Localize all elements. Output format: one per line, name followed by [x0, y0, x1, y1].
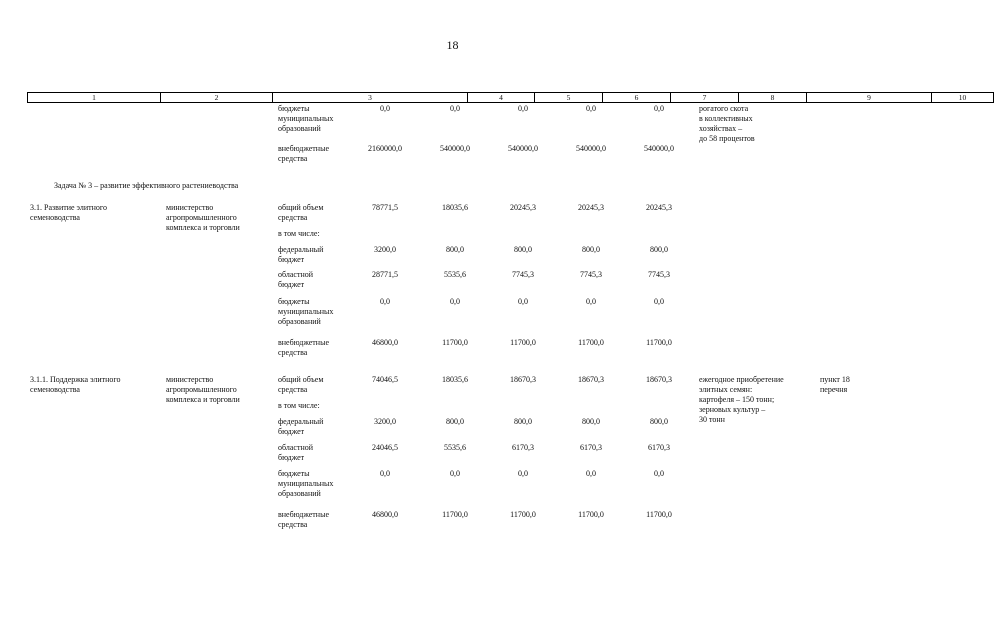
value-cell: 800,0: [650, 417, 668, 426]
value-cell: 0,0: [586, 297, 596, 306]
value-cell: 540000,0: [644, 144, 674, 153]
value-cell: 0,0: [654, 469, 664, 478]
value-cell: 0,0: [518, 297, 528, 306]
value-cell: 0,0: [450, 469, 460, 478]
header-col-6: 6: [603, 93, 671, 103]
section-name: 3.1.1. Поддержка элитного семеноводства: [30, 375, 121, 394]
value-cell: 3200,0: [374, 417, 396, 426]
row-label: общий объем средства: [278, 375, 324, 394]
value-cell: 0,0: [518, 104, 528, 113]
header-col-1: 1: [28, 93, 161, 103]
value-cell: 11700,0: [510, 338, 536, 347]
value-cell: 540000,0: [440, 144, 470, 153]
including-label: в том числе:: [278, 401, 320, 410]
value-cell: 7745,3: [580, 270, 602, 279]
header-col-5: 5: [535, 93, 603, 103]
value-cell: 6170,3: [512, 443, 534, 452]
value-cell: 540000,0: [576, 144, 606, 153]
row-label: общий объем средства: [278, 203, 324, 222]
value-cell: 6170,3: [648, 443, 670, 452]
row-label: федеральный бюджет: [278, 245, 324, 264]
value-cell: 0,0: [380, 297, 390, 306]
value-cell: 20245,3: [510, 203, 536, 212]
executor: министерство агропромышленного комплекса и торговли: [166, 203, 240, 232]
value-cell: 7745,3: [512, 270, 534, 279]
header-col-4: 4: [468, 93, 535, 103]
value-cell: 24046,5: [372, 443, 398, 452]
value-cell: 0,0: [654, 104, 664, 113]
value-cell: 11700,0: [578, 510, 604, 519]
row-label: бюджеты муниципальных образований: [278, 104, 334, 133]
value-cell: 800,0: [446, 245, 464, 254]
value-cell: 0,0: [586, 104, 596, 113]
value-cell: 11700,0: [442, 510, 468, 519]
column-number-header: [27, 92, 994, 103]
executor: министерство агропромышленного комплекса и торговли: [166, 375, 240, 404]
section-name: 3.1. Развитие элитного семеноводства: [30, 203, 107, 222]
reference-text: пункт 18 перечня: [820, 375, 850, 394]
value-cell: 11700,0: [510, 510, 536, 519]
value-cell: 74046,5: [372, 375, 398, 384]
task-title: Задача № 3 – развитие эффективного растениеводства: [54, 181, 239, 190]
value-cell: 5535,6: [444, 270, 466, 279]
value-cell: 28771,5: [372, 270, 398, 279]
value-cell: 5535,6: [444, 443, 466, 452]
row-label: внебюджетные средства: [278, 510, 329, 529]
row-label: областной бюджет: [278, 443, 314, 462]
value-cell: 18670,3: [510, 375, 536, 384]
value-cell: 800,0: [582, 417, 600, 426]
row-label: бюджеты муниципальных образований: [278, 297, 334, 326]
value-cell: 20245,3: [578, 203, 604, 212]
value-cell: 0,0: [450, 104, 460, 113]
header-col-9: 9: [807, 93, 932, 103]
header-col-10: 10: [932, 93, 994, 103]
header-col-2: 2: [161, 93, 273, 103]
value-cell: 0,0: [450, 297, 460, 306]
value-cell: 46800,0: [372, 338, 398, 347]
row-label: федеральный бюджет: [278, 417, 324, 436]
value-cell: 2160000,0: [368, 144, 402, 153]
row-label: бюджеты муниципальных образований: [278, 469, 334, 498]
value-cell: 0,0: [380, 104, 390, 113]
header-col-7: 7: [671, 93, 739, 103]
value-cell: 18035,6: [442, 375, 468, 384]
row-label: областной бюджет: [278, 270, 314, 289]
value-cell: 800,0: [582, 245, 600, 254]
value-cell: 18035,6: [442, 203, 468, 212]
header-col-3: 3: [273, 93, 468, 103]
value-cell: 6170,3: [580, 443, 602, 452]
header-col-8: 8: [739, 93, 807, 103]
value-cell: 0,0: [586, 469, 596, 478]
page-number: 18: [446, 38, 459, 52]
value-cell: 540000,0: [508, 144, 538, 153]
value-cell: 800,0: [514, 417, 532, 426]
indicator-text: рогатого скота в коллективных хозяйствах – до 58 процентов: [699, 104, 755, 143]
value-cell: 800,0: [446, 417, 464, 426]
value-cell: 18670,3: [578, 375, 604, 384]
value-cell: 11700,0: [578, 338, 604, 347]
including-label: в том числе:: [278, 229, 320, 238]
value-cell: 20245,3: [646, 203, 672, 212]
row-label: внебюджетные средства: [278, 338, 329, 357]
value-cell: 46800,0: [372, 510, 398, 519]
value-cell: 0,0: [518, 469, 528, 478]
value-cell: 0,0: [380, 469, 390, 478]
value-cell: 78771,5: [372, 203, 398, 212]
value-cell: 800,0: [650, 245, 668, 254]
value-cell: 11700,0: [646, 338, 672, 347]
value-cell: 11700,0: [442, 338, 468, 347]
value-cell: 11700,0: [646, 510, 672, 519]
value-cell: 0,0: [654, 297, 664, 306]
value-cell: 7745,3: [648, 270, 670, 279]
row-label: внебюджетные средства: [278, 144, 329, 163]
indicator-text: ежегодное приобретение элитных семян: картофеля – 150 тонн; зерновых культур – 30 тонн: [699, 375, 784, 424]
value-cell: 800,0: [514, 245, 532, 254]
value-cell: 3200,0: [374, 245, 396, 254]
value-cell: 18670,3: [646, 375, 672, 384]
